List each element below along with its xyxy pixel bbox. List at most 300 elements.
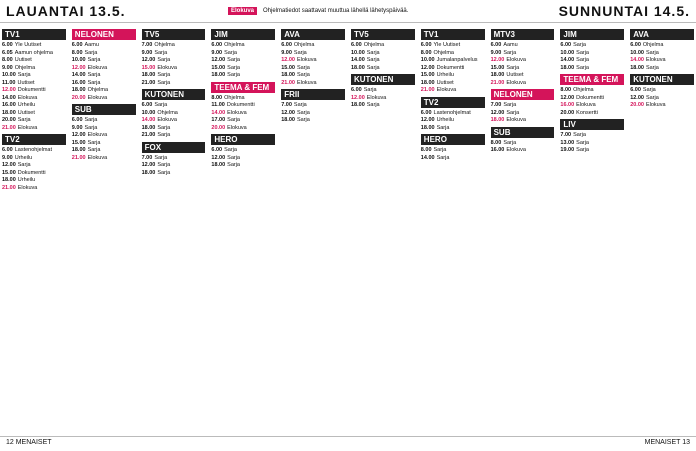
program-title: Sarja (17, 72, 31, 78)
program-item (211, 50, 275, 57)
program-time: 6.00 (2, 42, 13, 48)
program-time: 14.00 (141, 117, 156, 123)
program-title: Sarja (576, 57, 589, 63)
program-time: 20.00 (560, 109, 575, 116)
program-title: Sarja (157, 72, 171, 78)
program-time: 15.00 (420, 72, 435, 78)
program-title: Elokuva (227, 109, 247, 116)
channel-header: KUTONEN (351, 74, 415, 85)
program-title: Elokuva (366, 94, 387, 101)
program-item (560, 102, 624, 109)
program-time: 15.00 (141, 64, 156, 71)
program-item (560, 132, 624, 139)
program-title: Uutiset (17, 79, 35, 86)
channel-header: TV2 (421, 97, 485, 108)
program-item (351, 42, 415, 49)
program-title: Elokuva (87, 132, 108, 138)
channel-header: TV1 (2, 29, 66, 40)
program-title: Sarja (224, 147, 237, 153)
program-time: 21.00 (2, 124, 16, 131)
listing-column (279, 26, 347, 434)
program-item (72, 117, 136, 124)
program-item (211, 95, 275, 102)
program-time: 12.00 (490, 57, 505, 63)
program-time: 10.00 (420, 57, 435, 63)
program-item (491, 42, 555, 49)
program-time: 18.00 (2, 109, 16, 116)
program-item (491, 50, 555, 57)
program-time: 14.00 (560, 57, 575, 63)
program-item (630, 65, 694, 72)
program-item (211, 117, 275, 124)
program-item (281, 42, 345, 49)
program-item (281, 72, 345, 79)
program-time: 18.00 (281, 72, 295, 78)
program-time: 21.00 (490, 79, 505, 86)
program-title: Elokuva (296, 79, 317, 86)
program-title: Elokuva (17, 124, 38, 131)
program-item (142, 110, 206, 117)
program-title: Urheilu (436, 117, 454, 123)
program-time: 15.00 (71, 139, 86, 146)
program-time: 21.00 (281, 79, 295, 86)
program-time: 16.00 (490, 147, 505, 153)
program-title: Ohjelma (293, 42, 315, 48)
channel-header: TV1 (421, 29, 485, 40)
program-item (211, 125, 275, 132)
program-title: Lastenohjelmat (433, 109, 471, 116)
program-title: Sarja (87, 79, 101, 86)
program-item (281, 102, 345, 109)
program-time: 9.00 (211, 49, 223, 56)
program-title: Sarja (506, 64, 520, 71)
program-item (630, 57, 694, 64)
program-item (2, 50, 66, 57)
program-time: 18.00 (420, 79, 435, 86)
program-item (142, 57, 206, 64)
program-title: Jumalanpalvelus (436, 57, 478, 63)
program-title: Sarja (503, 49, 517, 56)
program-item (2, 57, 66, 64)
program-item (491, 72, 555, 79)
program-item (281, 65, 345, 72)
program-item (2, 170, 66, 177)
program-time: 18.00 (420, 124, 435, 131)
program-title: Sarja (576, 147, 589, 153)
program-title: Elokuva (645, 57, 666, 63)
program-time: 6.00 (420, 42, 432, 48)
program-time: 7.00 (141, 154, 153, 161)
program-time: 7.00 (490, 102, 502, 108)
program-title: Elokuva (506, 79, 526, 86)
channel-header: SUB (491, 127, 555, 138)
program-item (72, 95, 136, 102)
program-title: Sarja (157, 124, 171, 131)
program-item (2, 185, 66, 192)
program-item (491, 65, 555, 72)
program-time: 6.00 (211, 42, 223, 48)
program-time: 14.00 (420, 154, 435, 161)
program-time: 10.00 (351, 49, 365, 56)
program-item (560, 57, 624, 64)
program-title: Sarja (293, 49, 307, 56)
program-item (560, 87, 624, 94)
program-title: Dokumentti (17, 169, 46, 176)
program-item (421, 72, 485, 79)
program-title: Uutiset (14, 57, 32, 63)
program-title: Sarja (157, 57, 171, 63)
program-item (421, 117, 485, 124)
program-time: 19.00 (560, 147, 575, 153)
program-time: 12.00 (211, 57, 226, 63)
channel-header: HERO (211, 134, 275, 145)
program-item (72, 155, 136, 162)
program-time: 14.00 (630, 57, 644, 63)
program-item (491, 57, 555, 64)
program-title: Sarja (154, 102, 168, 108)
program-title: Sarja (576, 49, 589, 56)
program-time: 12.00 (141, 162, 156, 168)
program-time: 7.00 (560, 132, 572, 138)
program-title: Sarja (645, 64, 659, 71)
channel-header: AVA (281, 29, 345, 40)
program-time: 12.00 (71, 132, 86, 138)
program-item (2, 102, 66, 109)
program-title: Sarja (157, 162, 171, 168)
program-item (2, 42, 66, 49)
program-title: Elokuva (576, 102, 596, 108)
program-item (2, 162, 66, 169)
program-title: Urheilu (17, 102, 36, 108)
channel-header: JIM (560, 29, 624, 40)
channel-header: JIM (211, 29, 275, 40)
program-item (421, 50, 485, 57)
program-title: Sarja (503, 102, 517, 108)
program-time: 6.00 (211, 147, 223, 153)
program-time: 20.00 (211, 124, 226, 131)
program-time: 15.00 (490, 64, 505, 71)
program-title: Sarja (227, 162, 240, 168)
program-item (560, 140, 624, 147)
program-time: 16.00 (560, 102, 575, 108)
program-time: 14.00 (71, 72, 86, 78)
program-item (2, 110, 66, 117)
listing-column (489, 26, 557, 434)
program-item (2, 177, 66, 184)
promo-strip (228, 4, 488, 18)
program-title: Lastenohjelmat (14, 147, 53, 153)
program-title: Sarja (17, 117, 31, 123)
program-item (142, 117, 206, 124)
listing-column (349, 26, 417, 434)
program-time: 8.00 (2, 57, 13, 63)
program-item (351, 95, 415, 102)
program-item (281, 110, 345, 117)
program-title: Elokuva (17, 184, 38, 191)
program-item (2, 87, 66, 94)
program-time: 20.00 (71, 94, 86, 101)
program-time: 16.00 (2, 102, 16, 108)
program-title: Ohjelma (157, 109, 178, 116)
program-item (72, 65, 136, 72)
program-time: 6.00 (71, 117, 83, 123)
program-item (421, 80, 485, 87)
program-item (211, 162, 275, 169)
program-item (142, 72, 206, 79)
channel-header: HERO (421, 134, 485, 145)
program-item (72, 72, 136, 79)
program-time: 8.00 (490, 139, 502, 146)
channel-header: TV5 (142, 29, 206, 40)
program-time: 18.00 (351, 102, 365, 108)
program-title: Sarja (87, 139, 101, 146)
program-title: Sarja (84, 117, 98, 123)
program-title: Sarja (296, 117, 310, 123)
program-title: Sarja (227, 57, 240, 63)
program-title: Sarja (645, 94, 659, 101)
program-time: 17.00 (211, 117, 226, 123)
program-item (351, 57, 415, 64)
program-item (2, 80, 66, 87)
program-title: Sarja (227, 154, 240, 161)
program-time: 15.00 (2, 169, 16, 176)
listing-column (0, 26, 68, 434)
program-time: 14.00 (2, 94, 16, 101)
program-item (2, 72, 66, 79)
program-item (142, 50, 206, 57)
header-bar (0, 0, 696, 23)
program-item (281, 80, 345, 87)
program-title: Sarja (576, 139, 589, 146)
channel-header: TV5 (351, 29, 415, 40)
program-time: 8.00 (420, 147, 432, 153)
program-time: 15.00 (281, 64, 295, 71)
channel-header: KUTONEN (142, 89, 206, 100)
program-title: Sarja (573, 42, 586, 48)
program-title: Sarja (296, 109, 310, 116)
program-item (72, 80, 136, 87)
program-item (142, 42, 206, 49)
program-time: 21.00 (71, 154, 86, 161)
program-title: Elokuva (87, 94, 108, 101)
listing-column (419, 26, 487, 434)
program-item (211, 42, 275, 49)
program-title: Ohjelma (363, 42, 385, 48)
program-title: Yle Uutiset (433, 42, 461, 48)
program-title: Sarja (366, 102, 380, 108)
program-item (142, 102, 206, 109)
program-item (560, 50, 624, 57)
program-time: 18.00 (211, 162, 226, 168)
program-time: 15.00 (211, 64, 226, 71)
program-item (421, 155, 485, 162)
listing-column (209, 26, 277, 434)
program-item (211, 102, 275, 109)
program-title: Sarja (296, 72, 310, 78)
day-left-heading: LAUANTAI 13.5. (6, 3, 126, 19)
program-time: 10.00 (630, 49, 644, 56)
program-time: 8.00 (420, 49, 432, 56)
program-time: 18.00 (630, 64, 644, 71)
program-time: 18.00 (2, 177, 16, 183)
program-title: Ohjelma (87, 87, 109, 93)
program-title: Sarja (363, 87, 377, 93)
channel-header: NELONEN (72, 29, 136, 40)
program-time: 12.00 (211, 154, 226, 161)
program-time: 18.00 (71, 87, 86, 93)
program-item (281, 57, 345, 64)
program-item (142, 155, 206, 162)
program-time: 12.00 (630, 94, 644, 101)
program-time: 14.00 (351, 57, 365, 63)
listing-columns (0, 26, 696, 434)
program-time: 18.00 (351, 64, 365, 71)
program-title: Dokumentti (576, 94, 604, 101)
program-title: Sarja (17, 162, 31, 168)
program-title: Elokuva (227, 124, 247, 131)
program-title: Dokumentti (436, 64, 465, 71)
program-time: 18.00 (560, 64, 575, 71)
program-title: Sarja (366, 57, 380, 63)
program-time: 10.00 (141, 109, 156, 116)
channel-header: SUB (72, 104, 136, 115)
program-item (351, 65, 415, 72)
program-time: 18.00 (211, 72, 226, 78)
program-time: 8.00 (211, 94, 223, 101)
program-title: Uutiset (436, 79, 454, 86)
channel-header: FRII (281, 89, 345, 100)
program-time: 9.00 (71, 124, 83, 131)
program-time: 21.00 (2, 184, 16, 191)
program-time: 10.00 (560, 49, 575, 56)
program-time: 6.00 (351, 42, 362, 48)
program-time: 21.00 (141, 79, 156, 86)
program-item (491, 147, 555, 154)
program-title: Ohjelma (433, 49, 454, 56)
program-title: Sarja (293, 102, 307, 108)
program-title: Uutiset (17, 109, 35, 116)
program-time: 9.00 (141, 49, 153, 56)
program-title: Sarja (503, 139, 517, 146)
program-item (72, 140, 136, 147)
program-title: Elokuva (506, 147, 526, 153)
program-title: Elokuva (87, 64, 108, 71)
program-item (630, 50, 694, 57)
program-time: 12.00 (420, 117, 435, 123)
program-title: Sarja (227, 64, 240, 71)
program-title: Elokuva (645, 102, 666, 108)
program-time: 18.00 (490, 117, 505, 123)
program-title: Sarja (154, 49, 168, 56)
program-title: Urheilu (14, 154, 33, 161)
program-time: 9.00 (490, 49, 502, 56)
program-title: Aamu (503, 42, 518, 48)
program-item (72, 50, 136, 57)
program-title: Dokumentti (17, 87, 46, 93)
program-title: Sarja (157, 79, 171, 86)
channel-header: TV2 (2, 134, 66, 145)
program-item (421, 57, 485, 64)
program-time: 6.00 (630, 87, 641, 93)
program-item (211, 147, 275, 154)
program-time: 18.00 (141, 124, 156, 131)
program-item (421, 110, 485, 117)
program-title: Elokuva (506, 117, 526, 123)
program-title: Ohjelma (154, 42, 175, 48)
program-title: Elokuva (157, 117, 177, 123)
program-time: 6.00 (560, 42, 572, 48)
program-item (351, 50, 415, 57)
listing-column (628, 26, 696, 434)
program-time: 12.00 (71, 64, 86, 71)
listing-column (558, 26, 626, 434)
program-time: 18.00 (141, 169, 156, 176)
program-title: Sarja (366, 64, 380, 71)
program-title: Sarja (224, 49, 237, 56)
program-title: Elokuva (157, 64, 177, 71)
program-title: Yle Uutiset (14, 42, 42, 48)
program-item (142, 170, 206, 177)
program-time: 20.00 (2, 117, 16, 123)
promo-tag: Elokuva (228, 7, 257, 15)
program-time: 8.00 (71, 49, 83, 56)
program-title: Elokuva (506, 57, 526, 63)
program-title: Sarja (157, 132, 171, 138)
program-title: Sarja (296, 64, 310, 71)
program-time: 12.00 (281, 109, 295, 116)
program-time: 6.05 (2, 49, 13, 56)
program-time: 6.00 (71, 42, 83, 48)
program-title: Sarja (157, 169, 171, 176)
program-item (560, 110, 624, 117)
program-title: Ohjelma (224, 94, 245, 101)
program-time: 14.00 (211, 109, 226, 116)
program-item (211, 57, 275, 64)
program-time: 12.00 (351, 94, 365, 101)
program-title: Aamun ohjelma (14, 49, 53, 56)
program-item (491, 102, 555, 109)
program-item (211, 155, 275, 162)
program-title: Sarja (154, 154, 168, 161)
channel-header: TEEMA & FEM (560, 74, 624, 85)
program-time: 13.00 (560, 139, 575, 146)
program-item (211, 110, 275, 117)
program-title: Elokuva (436, 87, 457, 93)
program-item (72, 42, 136, 49)
program-time: 6.00 (281, 42, 292, 48)
footer (0, 436, 696, 451)
program-item (491, 117, 555, 124)
program-item (2, 155, 66, 162)
program-item (491, 140, 555, 147)
program-title: Sarja (576, 64, 589, 71)
program-title: Sarja (436, 154, 450, 161)
program-time: 9.00 (281, 49, 292, 56)
program-item (560, 65, 624, 72)
program-item (421, 42, 485, 49)
program-title: Sarja (506, 109, 520, 116)
program-time: 18.00 (490, 72, 505, 78)
program-title: Sarja (84, 49, 98, 56)
program-title: Sarja (84, 124, 98, 131)
program-title: Sarja (87, 147, 101, 153)
program-item (560, 95, 624, 102)
program-title: Sarja (645, 49, 659, 56)
program-item (421, 65, 485, 72)
program-item (211, 72, 275, 79)
program-item (421, 87, 485, 94)
program-item (142, 80, 206, 87)
